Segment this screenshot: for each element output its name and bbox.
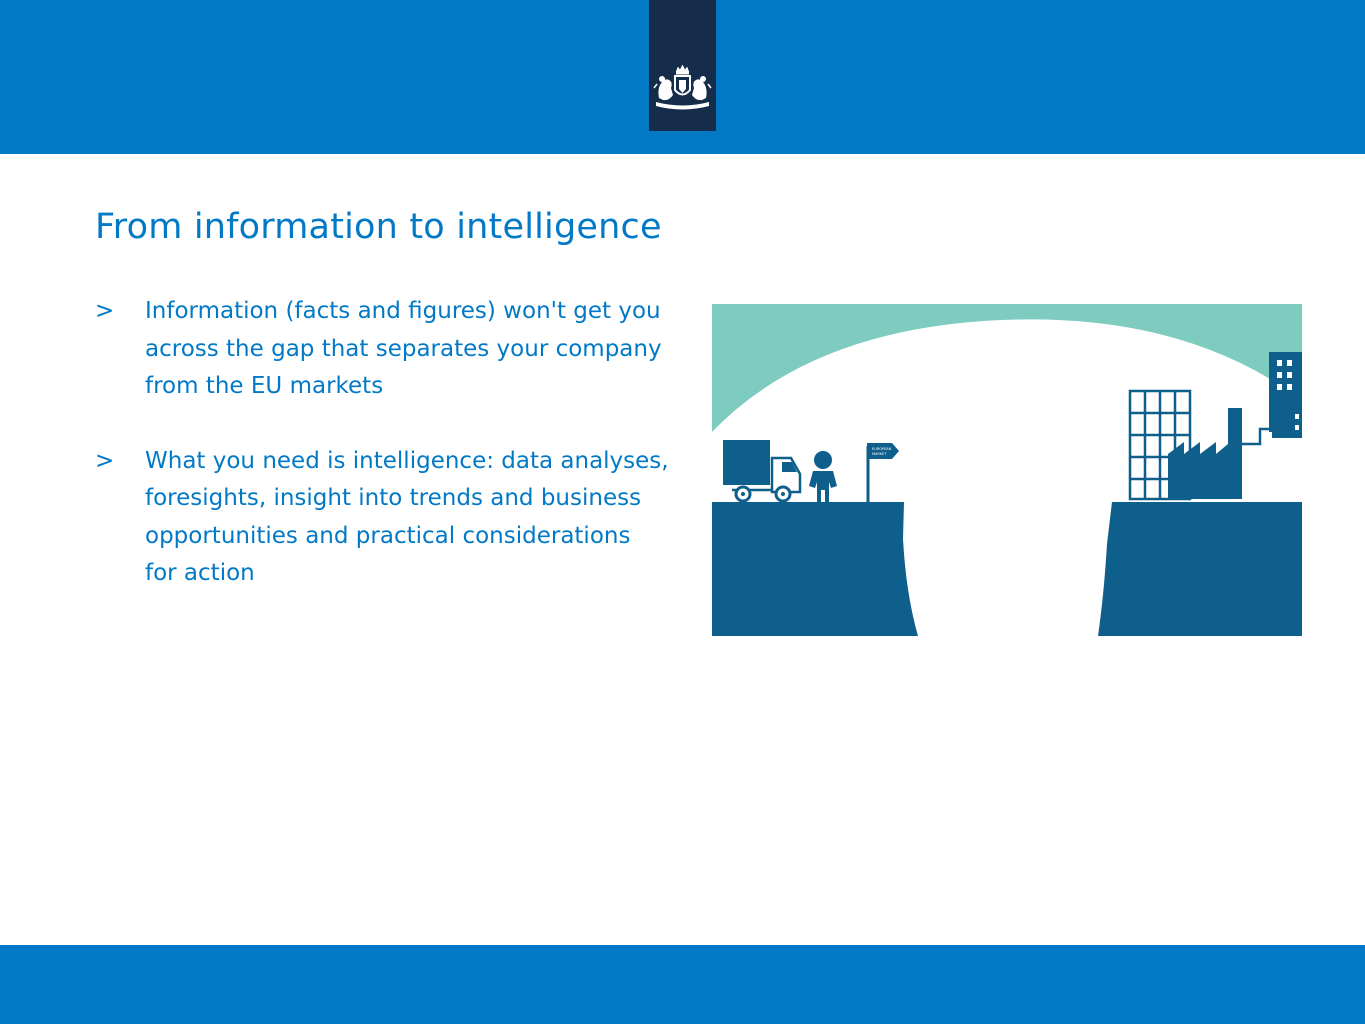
bullet-marker: > — [95, 298, 115, 324]
sign-label: EUROPEAN — [872, 447, 892, 451]
signpost-icon — [867, 443, 899, 502]
footer-band — [0, 945, 1365, 1024]
sky-arc — [712, 304, 1302, 432]
bullet-text: Information (facts and figures) won't get you across the gap that separates your company from the EU markets — [145, 298, 662, 399]
bullet-marker: > — [95, 447, 115, 474]
bullet-text: What you need is intelligence: data analyses, foresights, insight into trends and business opportunities and practical considerations for action — [145, 447, 669, 586]
factory-icon — [1168, 408, 1284, 499]
slide-title: From information to intelligence — [95, 207, 662, 247]
gap-illustration — [712, 304, 1302, 636]
left-cliff — [712, 502, 918, 636]
bullet-item — [95, 293, 705, 406]
person-icon — [809, 451, 837, 502]
logo-ribbon — [649, 0, 716, 131]
truck-icon — [723, 440, 800, 501]
svg-text:MARKET: MARKET — [872, 452, 887, 456]
tower-building-icon — [1269, 352, 1302, 438]
bullet-list — [95, 293, 705, 630]
coat-of-arms-icon — [649, 0, 716, 131]
bullet-item — [95, 443, 705, 593]
right-cliff — [1098, 502, 1302, 636]
